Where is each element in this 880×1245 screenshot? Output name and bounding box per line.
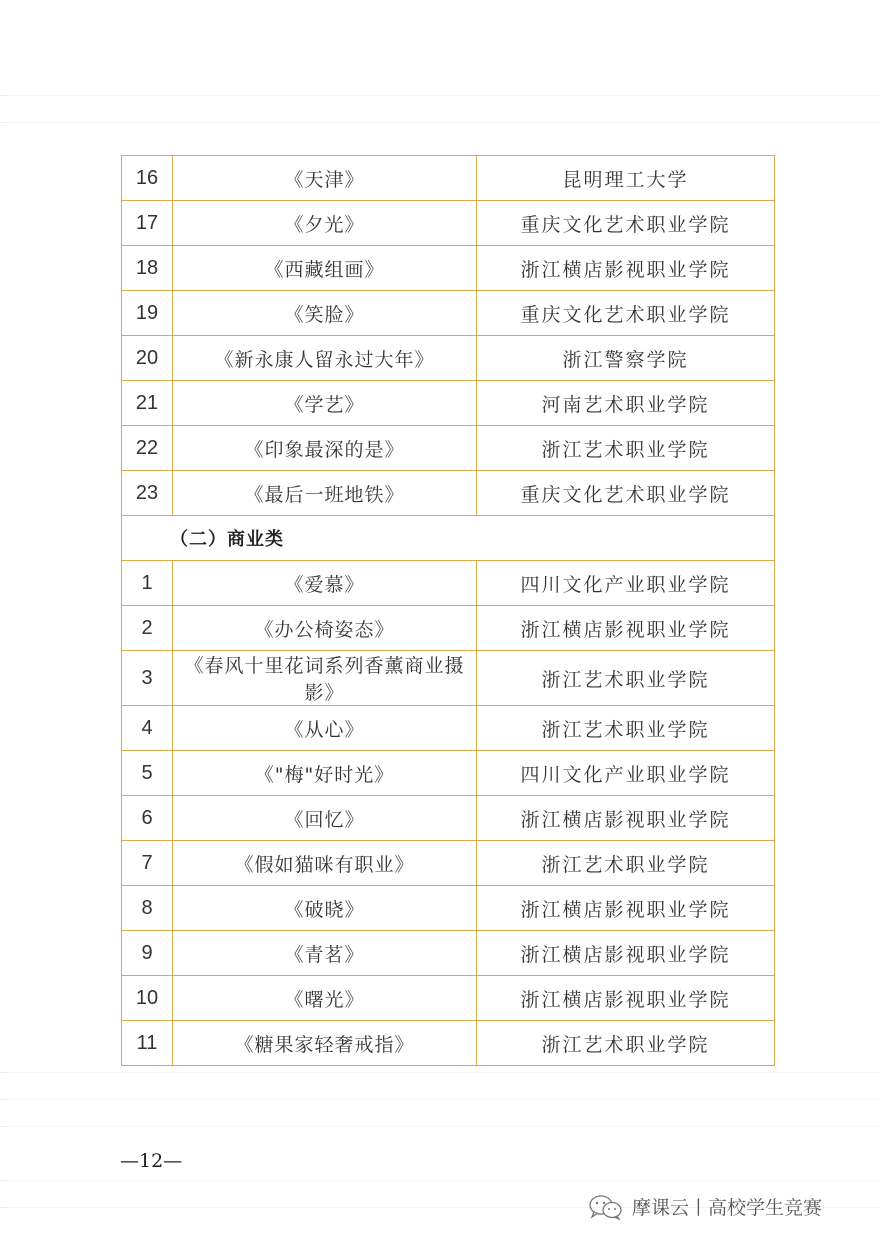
work-title: 《爱慕》 <box>173 561 477 606</box>
award-list-table <box>121 155 775 1066</box>
row-number: 17 <box>122 201 173 246</box>
row-number: 22 <box>122 426 173 471</box>
school-name: 浙江艺术职业学院 <box>477 706 775 751</box>
work-title: 《糖果家轻奢戒指》 <box>173 1021 477 1066</box>
school-name: 浙江艺术职业学院 <box>477 841 775 886</box>
school-name: 浙江横店影视职业学院 <box>477 931 775 976</box>
table-row <box>122 381 775 426</box>
row-number: 8 <box>122 886 173 931</box>
table-row <box>122 471 775 516</box>
school-name: 浙江横店影视职业学院 <box>477 606 775 651</box>
work-title: 《曙光》 <box>173 976 477 1021</box>
row-number: 16 <box>122 156 173 201</box>
section-heading-row <box>122 516 775 561</box>
row-number: 21 <box>122 381 173 426</box>
table-row <box>122 426 775 471</box>
wechat-icon <box>588 1194 624 1220</box>
school-name: 浙江横店影视职业学院 <box>477 246 775 291</box>
work-title: 《新永康人留永过大年》 <box>173 336 477 381</box>
row-number: 20 <box>122 336 173 381</box>
school-name: 河南艺术职业学院 <box>477 381 775 426</box>
school-name: 浙江艺术职业学院 <box>477 651 775 706</box>
school-name: 浙江横店影视职业学院 <box>477 976 775 1021</box>
row-number: 2 <box>122 606 173 651</box>
table-row <box>122 336 775 381</box>
row-number: 7 <box>122 841 173 886</box>
work-title: 《破晓》 <box>173 886 477 931</box>
table-row <box>122 201 775 246</box>
table-row <box>122 841 775 886</box>
watermark-text: 摩课云丨高校学生竞赛 <box>632 1197 823 1219</box>
table-row <box>122 246 775 291</box>
school-name: 四川文化产业职业学院 <box>477 561 775 606</box>
school-name: 浙江艺术职业学院 <box>477 426 775 471</box>
school-name: 浙江警察学院 <box>477 336 775 381</box>
table-row <box>122 706 775 751</box>
row-number: 3 <box>122 651 173 706</box>
work-title: 《笑脸》 <box>173 291 477 336</box>
page-number: —12— <box>120 1150 183 1172</box>
school-name: 四川文化产业职业学院 <box>477 751 775 796</box>
row-number: 18 <box>122 246 173 291</box>
table-row <box>122 1021 775 1066</box>
row-number: 6 <box>122 796 173 841</box>
row-number: 4 <box>122 706 173 751</box>
school-name: 浙江艺术职业学院 <box>477 1021 775 1066</box>
row-number: 9 <box>122 931 173 976</box>
work-title: 《"梅"好时光》 <box>173 751 477 796</box>
school-name: 浙江横店影视职业学院 <box>477 886 775 931</box>
table-row <box>122 796 775 841</box>
work-title: 《最后一班地铁》 <box>173 471 477 516</box>
row-number: 5 <box>122 751 173 796</box>
work-title: 《印象最深的是》 <box>173 426 477 471</box>
work-title: 《假如猫咪有职业》 <box>173 841 477 886</box>
watermark <box>588 1193 822 1220</box>
row-number: 10 <box>122 976 173 1021</box>
table-row <box>122 931 775 976</box>
table-row <box>122 291 775 336</box>
work-title: 《天津》 <box>173 156 477 201</box>
school-name: 浙江横店影视职业学院 <box>477 796 775 841</box>
school-name: 重庆文化艺术职业学院 <box>477 291 775 336</box>
work-title: 《春风十里花词系列香薰商业摄影》 <box>173 651 477 706</box>
table-row <box>122 156 775 201</box>
section-heading: （二）商业类 <box>122 516 775 561</box>
table-row <box>122 976 775 1021</box>
table-row <box>122 751 775 796</box>
work-title: 《从心》 <box>173 706 477 751</box>
row-number: 1 <box>122 561 173 606</box>
table-row <box>122 606 775 651</box>
work-title: 《夕光》 <box>173 201 477 246</box>
work-title: 《回忆》 <box>173 796 477 841</box>
row-number: 11 <box>122 1021 173 1066</box>
table-row <box>122 651 775 706</box>
row-number: 19 <box>122 291 173 336</box>
school-name: 昆明理工大学 <box>477 156 775 201</box>
work-title: 《青茗》 <box>173 931 477 976</box>
table-row <box>122 561 775 606</box>
work-title: 《西藏组画》 <box>173 246 477 291</box>
work-title: 《办公椅姿态》 <box>173 606 477 651</box>
work-title: 《学艺》 <box>173 381 477 426</box>
school-name: 重庆文化艺术职业学院 <box>477 201 775 246</box>
table-row <box>122 886 775 931</box>
school-name: 重庆文化艺术职业学院 <box>477 471 775 516</box>
row-number: 23 <box>122 471 173 516</box>
